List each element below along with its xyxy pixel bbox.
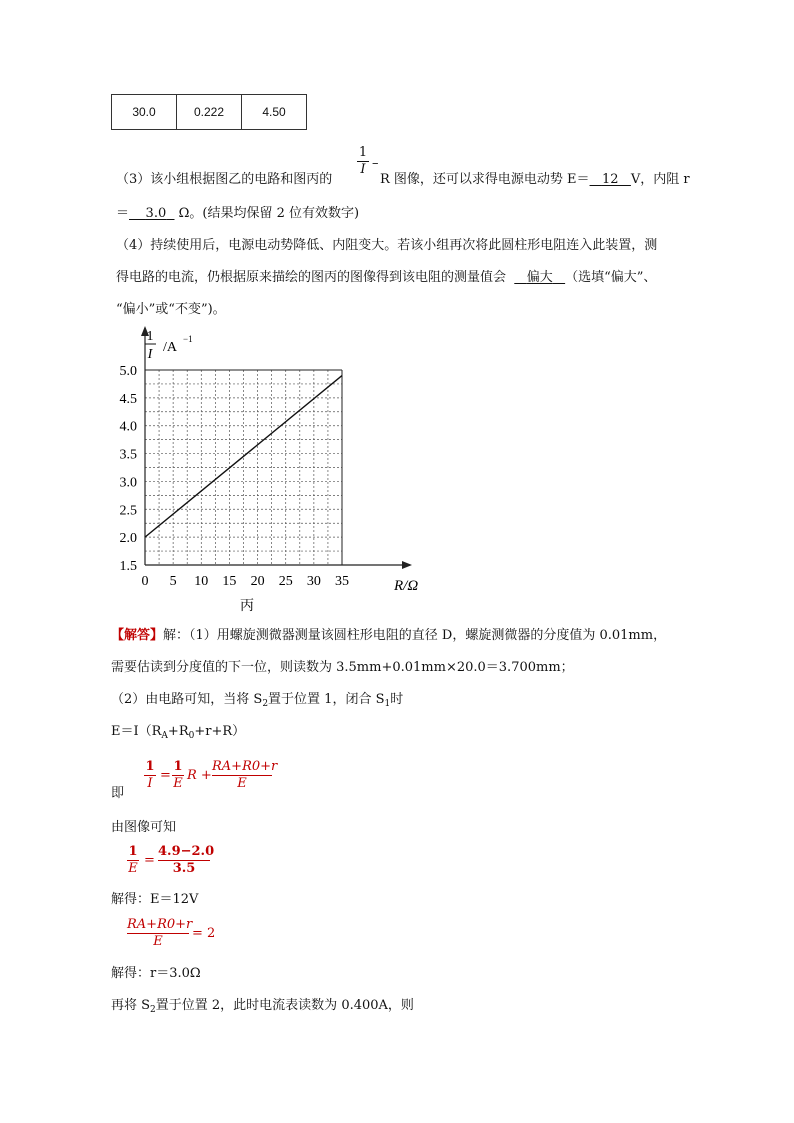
eq2-num: 1 <box>128 844 138 859</box>
x-tick-label: 15 <box>222 574 237 589</box>
sub-1: 1 <box>384 699 391 709</box>
q4-answer-value: 偏大 <box>526 270 553 285</box>
graph-bing <box>0 320 794 620</box>
ji-label: 即 <box>111 786 125 801</box>
data-table <box>111 94 307 130</box>
eq1-f2-den: E <box>173 776 183 791</box>
q4-line3: “偏小”或“不变”)。 <box>116 302 226 317</box>
last-pre: 再将 S <box>111 998 151 1013</box>
x-axis-arrow <box>402 561 412 569</box>
eq1-f3-den: E <box>237 776 247 791</box>
x-tick-label: 10 <box>194 574 209 589</box>
eq2-rhs <box>158 844 215 876</box>
eq1-lhs-num: 1 <box>145 759 155 774</box>
q3-frac-den: I <box>360 162 366 177</box>
q3-e-answer <box>590 172 631 187</box>
x-tick-label: 0 <box>141 574 149 589</box>
q3-line2 <box>116 202 359 221</box>
q3-e-value: 12 <box>601 172 619 187</box>
eq3-rhs: = 2 <box>192 926 216 941</box>
solution-line3 <box>111 688 403 709</box>
ylabel-den: I <box>147 347 153 362</box>
q3-fraction <box>357 146 369 177</box>
q3-line1-prefix: （3）该小组根据图乙的电路和图丙的 <box>116 172 333 187</box>
q3-mid2: V，内阻 r <box>630 172 690 187</box>
solution-last <box>111 994 414 1015</box>
x-tick-label: 30 <box>306 574 321 589</box>
eq1-f2-num: 1 <box>173 759 183 774</box>
y-tick-label: 1.5 <box>119 559 137 574</box>
q4-line2-pre: 得电路的电流，仍根据原来描绘的图丙的图像得到该电阻的测量值会 <box>116 270 507 285</box>
y-tick-label: 2.5 <box>119 503 137 519</box>
x-tick-label: 5 <box>169 574 177 589</box>
last-post: 置于位置 2，此时电流表读数为 0.400A，则 <box>155 998 414 1013</box>
x-tick-label: 20 <box>250 574 265 589</box>
y-tick-label: 5.0 <box>119 364 137 379</box>
ylabel-unit: /A <box>163 340 177 355</box>
from-graph: 由图像可知 <box>111 820 177 835</box>
q4-line2 <box>116 266 656 285</box>
table-cell: 4.50 <box>242 95 307 130</box>
y-tick-label: 3.0 <box>119 475 137 491</box>
eq3-den: E <box>153 934 163 949</box>
ylabel-num: 1 <box>146 329 154 344</box>
solution-line2: 需要估读到分度值的下一位，则读数为 3.5mm+0.01mm×20.0＝3.700mm； <box>111 660 574 675</box>
solution-l3: （2）由电路可知，当将 S <box>111 692 263 707</box>
l4-a: E＝I（R <box>111 724 162 739</box>
q3-mid1: R 图像，还可以求得电源电动势 E＝ <box>380 172 590 187</box>
sub-2: 2 <box>150 1005 156 1015</box>
x-tick-label: 25 <box>278 574 293 589</box>
eq3-num: RA+R0+r <box>127 917 193 932</box>
q4-line1: （4）持续使用后，电源电动势降低、内阻变大。若该小组再次将此圆柱形电阻连入此装置，测 <box>116 238 658 253</box>
q3-frac-num: 1 <box>358 145 368 160</box>
eq2-rden: 3.5 <box>172 861 196 876</box>
l4-c: +r+R） <box>194 724 246 739</box>
sub-2: 2 <box>262 699 269 709</box>
eq3-lhs <box>127 917 193 949</box>
table-cell: 0.222 <box>177 95 242 130</box>
eq1-f3-num: RA+R0+r <box>212 759 278 774</box>
q3-line2-pre: ＝ <box>116 206 130 221</box>
xlabel: R/Ω <box>394 578 419 594</box>
q3-line1-mid <box>380 168 690 187</box>
sub-A: A <box>161 731 168 741</box>
eq2-equals: = <box>144 853 155 868</box>
eq1-R: R + <box>187 768 212 783</box>
eq2-lhs <box>127 845 139 876</box>
solution-l1: 解：（1）用螺旋测微器测量该圆柱形电阻的直径 D，螺旋测微器的分度值为 0.01mm， <box>163 628 667 643</box>
y-tick-label: 4.5 <box>119 391 137 407</box>
y-tick-label: 4.0 <box>119 419 137 435</box>
q4-answer <box>514 270 565 285</box>
sub-0: 0 <box>188 731 195 741</box>
solution-l3-mid: 置于位置 1，闭合 S <box>268 692 385 707</box>
eq2-rnum: 4.9−2.0 <box>158 844 215 859</box>
ylabel-exp: −1 <box>183 334 193 344</box>
table-row <box>112 95 307 130</box>
eq1-lhs <box>144 760 156 791</box>
x-tick-label: 35 <box>335 574 349 589</box>
q3-line2-post: Ω。(结果均保留 2 位有效数字) <box>178 206 360 221</box>
solution-l3-end: 时 <box>390 692 404 707</box>
solution-tag: 【解答】 <box>111 628 164 643</box>
solve-e: 解得：E＝12V <box>111 892 199 907</box>
solution-line1 <box>111 624 666 643</box>
q3-r-answer <box>129 206 174 221</box>
y-tick-label: 2.0 <box>119 531 137 547</box>
chart-caption: 丙 <box>240 599 254 614</box>
eq2-den: E <box>128 861 138 876</box>
eq1-f3 <box>212 759 278 791</box>
q3-r-value: 3.0 <box>145 206 167 221</box>
chart-axes <box>141 326 412 569</box>
l4-b: +R <box>167 724 189 739</box>
y-tick-label: 3.5 <box>119 447 137 463</box>
eq1-lhs-den: I <box>147 776 153 791</box>
eq1-equals: = <box>160 768 171 783</box>
q4-line2-post: （选填“偏大”、 <box>565 270 657 285</box>
eq1-f2 <box>172 760 184 791</box>
solution-line4 <box>111 720 245 741</box>
table-cell: 30.0 <box>112 95 177 130</box>
solve-r: 解得：r＝3.0Ω <box>111 966 201 981</box>
q3-dash: – <box>372 156 379 171</box>
